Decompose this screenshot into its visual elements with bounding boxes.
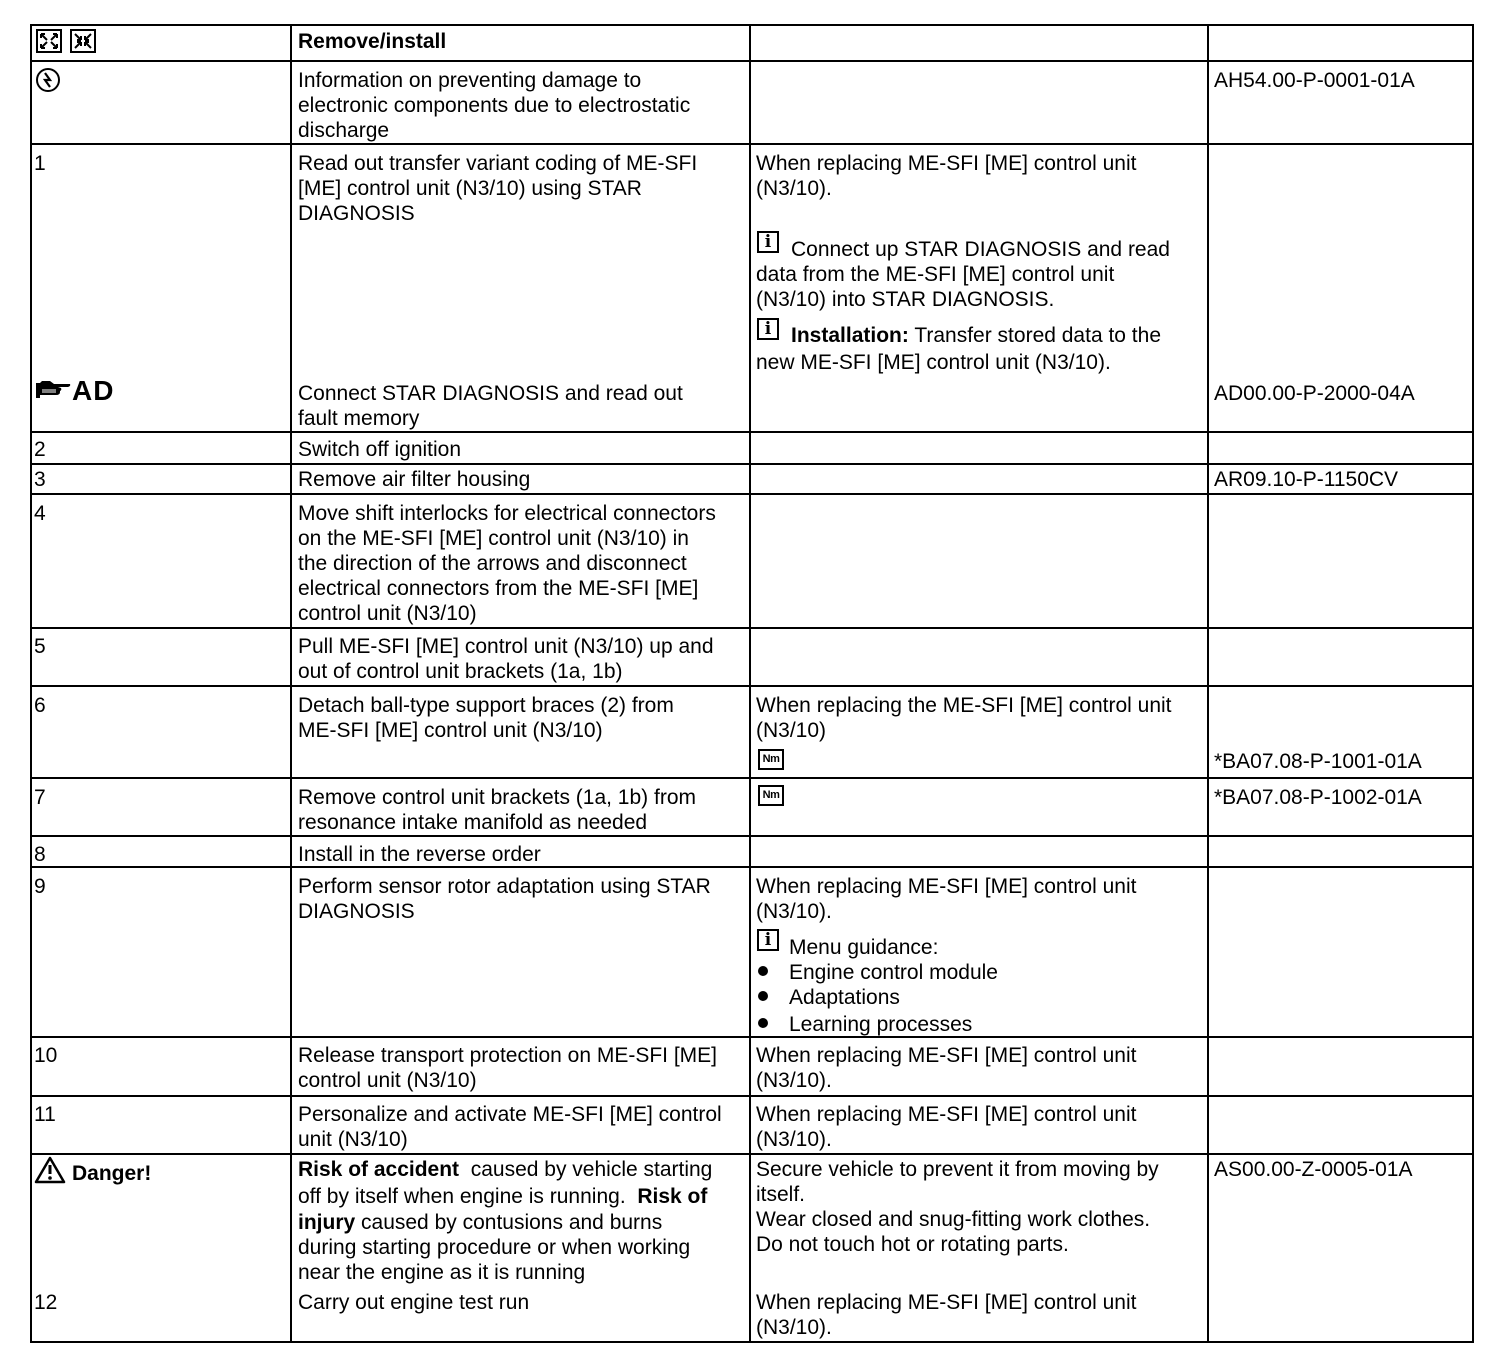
info-icon: i [757, 231, 779, 253]
expand-collapse-icons [36, 29, 100, 54]
table-rule [30, 1341, 1474, 1343]
step-condition: When replacing ME-SFI [ME] control unit (N3/10). [756, 1044, 1137, 1092]
step-description: Read out transfer variant coding of ME-SFI [ME] control unit (N3/10) using STAR DIAGNOSIS [298, 152, 698, 225]
step-number: 7 [34, 786, 46, 809]
table-rule [30, 627, 1474, 629]
step-description: Switch off ignition [298, 438, 462, 461]
table-rule [30, 431, 1474, 433]
table-rule [30, 1095, 1474, 1097]
step-description: Pull ME-SFI [ME] control unit (N3/10) up and out of control unit brackets (1a, 1b) [298, 635, 714, 683]
step-description: Detach ball-type support braces (2) from ME-SFI [ME] control unit (N3/10) [298, 694, 674, 742]
step-number: 11 [34, 1103, 56, 1126]
step-number: 1 [34, 152, 46, 175]
danger-precautions: Secure vehicle to prevent it from moving by itself. Wear closed and snug-fitting work clothes. Do not touch hot or rotating parts. [756, 1158, 1159, 1256]
table-rule [30, 1153, 1474, 1155]
menu-item: Learning processes [789, 1013, 973, 1036]
table-rule [30, 463, 1474, 465]
step-note: Connect up STAR DIAGNOSIS and read data from the ME-SFI [ME] control unit (N3/10) into STAR DIAGNOSIS. [756, 238, 1170, 311]
ad-label: AD [72, 375, 115, 406]
step-description: Personalize and activate ME-SFI [ME] control unit (N3/10) [298, 1103, 722, 1151]
table-rule [30, 685, 1474, 687]
step-number: 5 [34, 635, 46, 658]
step-note: new ME-SFI [ME] control unit (N3/10). [756, 351, 1111, 374]
table-rule [30, 143, 1474, 145]
step-description: Carry out engine test run [298, 1291, 530, 1314]
table-rule [30, 24, 32, 1343]
bullet-icon [758, 1018, 768, 1028]
table-rule [30, 866, 1474, 868]
danger-text: Risk of accident caused by vehicle starting [298, 1158, 713, 1181]
danger-reference[interactable]: AS00.00-Z-0005-01A [1214, 1158, 1413, 1181]
torque-icon: Nm [758, 749, 784, 770]
step-description: Remove control unit brackets (1a, 1b) from resonance intake manifold as needed [298, 786, 696, 834]
bullet-icon [758, 966, 768, 976]
menu-item: Engine control module [789, 961, 998, 984]
step-description: Perform sensor rotor adaptation using STAR DIAGNOSIS [298, 875, 711, 923]
step-number: 3 [34, 468, 46, 491]
step-number: 8 [34, 843, 46, 866]
step-description: Move shift interlocks for electrical connectors on the ME-SFI [ME] control unit (N3/10) in the direction of the arrows and disconnect electrical connectors from the ME-SFI [ME] control unit (N3/10) [298, 502, 716, 625]
table-rule [749, 24, 751, 1343]
step-description: Connect STAR DIAGNOSIS and read out fault memory [298, 382, 683, 430]
step-condition: When replacing the ME-SFI [ME] control unit (N3/10) [756, 694, 1172, 742]
step-description: Release transport protection on ME-SFI [ME] control unit (N3/10) [298, 1044, 718, 1092]
esd-warning-icon [35, 67, 63, 93]
step-condition: When replacing ME-SFI [ME] control unit (N3/10). [756, 875, 1137, 923]
step-condition: When replacing ME-SFI [ME] control unit (N3/10). [756, 1291, 1137, 1339]
step-number: 12 [34, 1291, 58, 1314]
step-number: 9 [34, 875, 46, 898]
table-rule [1472, 24, 1474, 1343]
danger-label: Danger! [72, 1162, 152, 1185]
table-rule [30, 1036, 1474, 1038]
info-icon: i [757, 318, 779, 340]
pointing-hand-icon [34, 378, 74, 402]
esd-reference[interactable]: AH54.00-P-0001-01A [1214, 69, 1415, 92]
danger-text: off by itself when engine is running. Risk of [298, 1185, 708, 1208]
step-reference[interactable]: *BA07.08-P-1002-01A [1214, 786, 1422, 809]
table-rule [30, 24, 1474, 26]
menu-item: Adaptations [789, 986, 900, 1009]
step-description: Install in the reverse order [298, 843, 541, 866]
step-number: 4 [34, 502, 46, 525]
info-icon: i [757, 929, 779, 951]
danger-text: during starting procedure or when working near the engine as it is running [298, 1236, 691, 1284]
table-rule [1207, 24, 1209, 1343]
esd-information-text: Information on preventing damage to electronic components due to electrostatic discharge [298, 69, 691, 142]
bullet-icon [758, 991, 768, 1001]
torque-icon: Nm [758, 785, 784, 806]
step-number: 2 [34, 438, 46, 461]
header-title: Remove/install [298, 30, 447, 53]
danger-text: injury caused by contusions and burns [298, 1211, 663, 1234]
step-reference[interactable]: AR09.10-P-1150CV [1214, 468, 1399, 491]
table-rule [290, 24, 292, 1343]
step-condition: When replacing ME-SFI [ME] control unit (N3/10). [756, 1103, 1137, 1151]
step-note: Installation: Transfer stored data to the [791, 324, 1162, 347]
table-rule [30, 777, 1474, 779]
step-description: Remove air filter housing [298, 468, 531, 491]
table-rule [30, 835, 1474, 837]
warning-triangle-icon [34, 1156, 66, 1184]
table-rule [30, 493, 1474, 495]
step-reference[interactable]: AD00.00-P-2000-04A [1214, 382, 1415, 405]
step-number: 10 [34, 1044, 58, 1067]
menu-guidance-label: Menu guidance: [789, 936, 939, 959]
step-number: 6 [34, 694, 46, 717]
step-condition: When replacing ME-SFI [ME] control unit (N3/10). [756, 152, 1137, 200]
table-rule [30, 60, 1474, 62]
step-reference[interactable]: *BA07.08-P-1001-01A [1214, 750, 1422, 773]
